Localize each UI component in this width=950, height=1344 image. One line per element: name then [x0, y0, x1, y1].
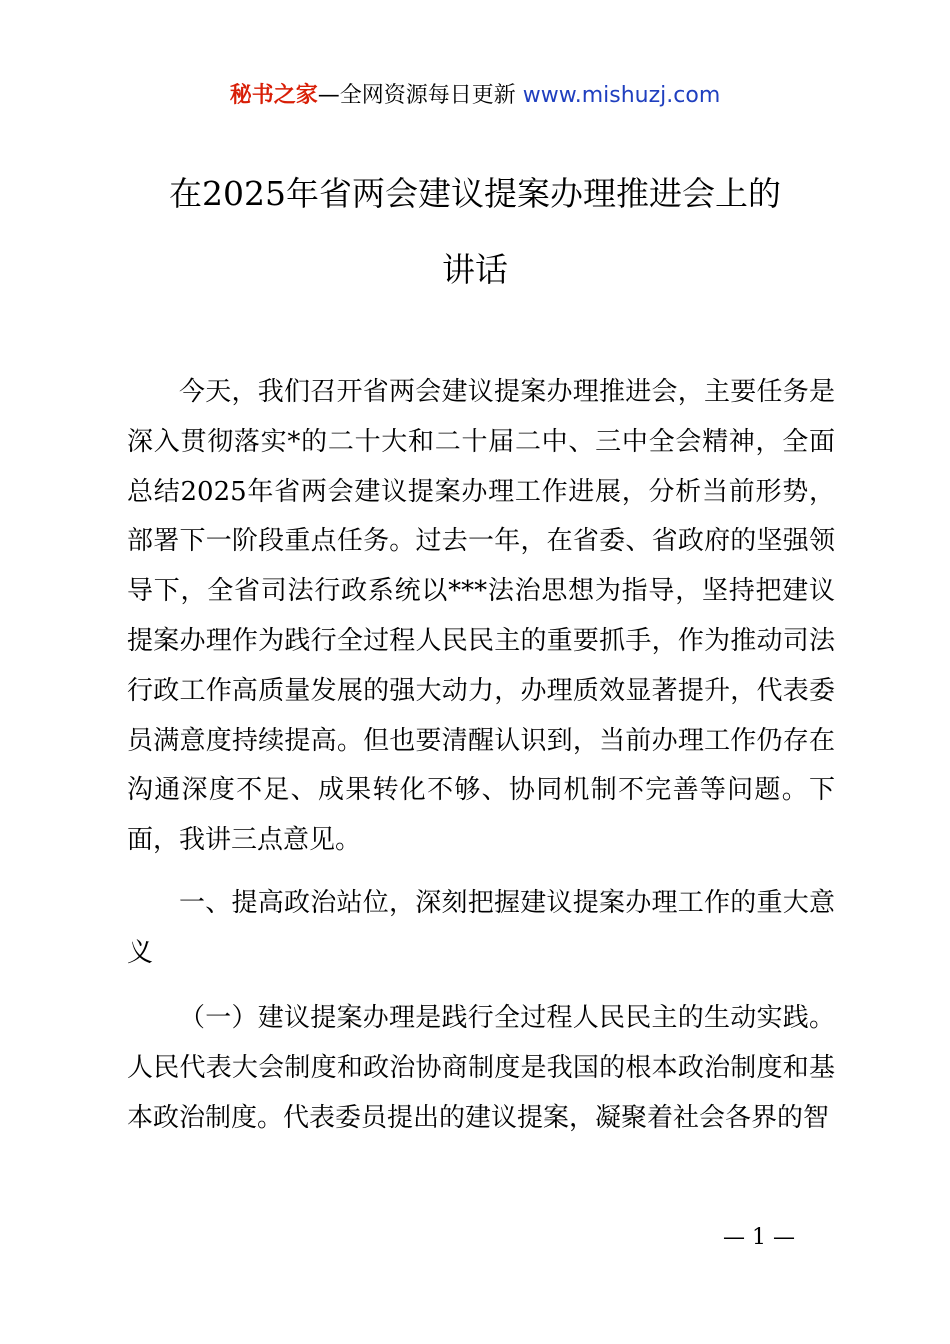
site-slogan: —全网资源每日更新 [317, 83, 516, 108]
document-title-line-1: 在2025年省两会建议提案办理推进会上的 [169, 174, 781, 213]
page-number: — 1 — [723, 1225, 795, 1250]
site-brand: 秘书之家 [229, 83, 318, 108]
site-url-link[interactable]: www.mishuzj.com [522, 83, 721, 108]
site-header [0, 80, 950, 112]
document-title-line-2: 讲话 [442, 250, 508, 289]
subsection-paragraph-1: （一）建议提案办理是践行全过程人民民主的生动实践。人民代表大会制度和政治协商制度是我国的根本政治制度和基本政治制度。代表委员提出的建议提案，凝聚着社会各界的智 [127, 1003, 835, 1133]
intro-paragraph: 今天，我们召开省两会建议提案办理推进会，主要任务是深入贯彻落实*的二十大和二十届二中、三中全会精神，全面总结2025年省两会建议提案办理工作进展，分析当前形势，部署下一阶段重点任务。过去一年，在省委、省政府的坚强领导下，全省司法行政系统以***法治思想为指导，坚持把建议提案办理作为践行全过程人民民主的重要抓手，作为推动司法行政工作高质量发展的强大动力，办理质效显著提升，代表委员满意度持续提高。但也要清醒认识到，当前办理工作仍存在沟通深度不足、成果转化不够、协同机制不完善等问题。下面，我讲三点意见。 [127, 377, 835, 856]
section-heading-1: 一、提高政治站位，深刻把握建议提案办理工作的重大意义 [127, 888, 835, 968]
document-title [60, 156, 890, 308]
